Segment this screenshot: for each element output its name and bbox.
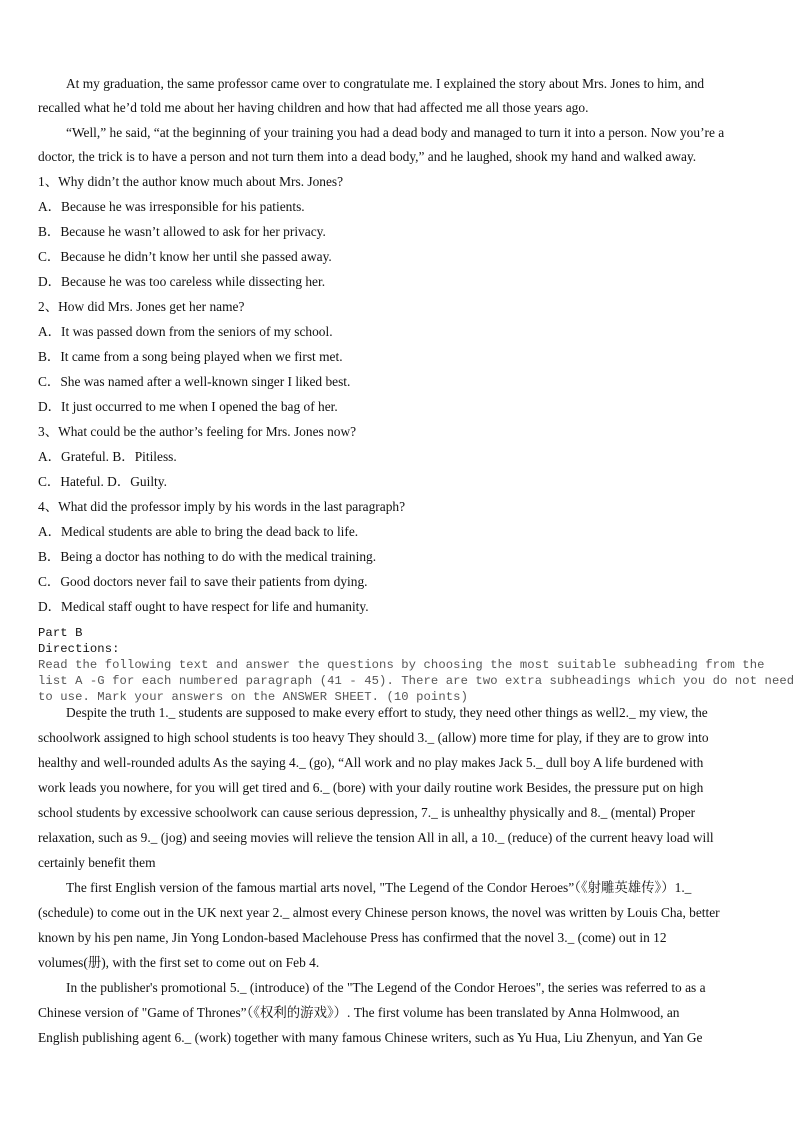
question-stem: 2、How did Mrs. Jones get her name? bbox=[38, 299, 245, 314]
cloze-line: Chinese version of "Game of Thrones”（《权利的游戏》）. The first volume has been translated by Anna Holmwood, an bbox=[38, 1005, 680, 1020]
cloze-line: The first English version of the famous martial arts novel, "The Legend of the Condor Heroes”（《射雕英雄传》）1._ bbox=[66, 880, 692, 895]
section-title: Part B bbox=[38, 626, 83, 640]
cloze-line: school students by excessive schoolwork can cause serious depression, 7._ is unhealthy physically and 8._ (mental) Proper bbox=[38, 805, 696, 820]
directions-label: Directions: bbox=[38, 642, 120, 656]
answer-option: B．Being a doctor has nothing to do with the medical training. bbox=[38, 549, 377, 564]
directions-text: Read the following text and answer the questions by choosing the most suitable subheading from the bbox=[38, 658, 765, 672]
answer-option: C．Hateful. D．Guilty. bbox=[38, 474, 167, 489]
cloze-line: healthy and well-rounded adults As the saying 4._ (go), “All work and no play makes Jack 5._ dull boy A life burdened with bbox=[38, 755, 704, 770]
answer-option: A．It was passed down from the seniors of my school. bbox=[38, 324, 333, 339]
answer-option: A．Because he was irresponsible for his patients. bbox=[38, 199, 305, 214]
question-stem: 4、What did the professor imply by his words in the last paragraph? bbox=[38, 499, 406, 514]
passage-line: doctor, the trick is to have a person and not turn them into a dead body,” and he laughed, shook my hand and walked away. bbox=[38, 148, 697, 164]
cloze-line: relaxation, such as 9._ (jog) and seeing movies will relieve the tension All in all, a 10._ (reduce) of the current heavy load will bbox=[38, 830, 714, 845]
cloze-line: known by his pen name, Jin Yong London-based Maclehouse Press has confirmed that the novel 3._ (come) out in 12 bbox=[38, 930, 667, 945]
directions-text: to use. Mark your answers on the ANSWER SHEET. (10 points) bbox=[38, 690, 468, 704]
cloze-line: volumes(册), with the first set to come out on Feb 4. bbox=[38, 955, 320, 970]
answer-option: C．She was named after a well-known singer I liked best. bbox=[38, 374, 351, 389]
cloze-line: schoolwork assigned to high school students is too heavy They should 3._ (allow) more time for play, if they are to grow into bbox=[38, 730, 709, 745]
passage-line: “Well,” he said, “at the beginning of your training you had a dead body and managed to turn it into a person. Now you’re a bbox=[66, 124, 725, 140]
answer-option: C．Because he didn’t know her until she passed away. bbox=[38, 249, 332, 264]
answer-option: C．Good doctors never fail to save their patients from dying. bbox=[38, 574, 368, 589]
answer-option: A．Grateful. B．Pitiless. bbox=[38, 449, 177, 464]
question-stem: 1、Why didn’t the author know much about Mrs. Jones? bbox=[38, 174, 344, 189]
answer-option: D．Because he was too careless while dissecting her. bbox=[38, 274, 326, 289]
question-stem: 3、What could be the author’s feeling for Mrs. Jones now? bbox=[38, 424, 357, 439]
passage-line: At my graduation, the same professor came over to congratulate me. I explained the story about Mrs. Jones to him, and bbox=[66, 76, 705, 91]
cloze-line: (schedule) to come out in the UK next year 2._ almost every Chinese person knows, the novel was written by Louis Cha, better bbox=[38, 905, 720, 920]
answer-option: B．It came from a song being played when we first met. bbox=[38, 349, 343, 364]
answer-option: B．Because he wasn’t allowed to ask for her privacy. bbox=[38, 224, 326, 239]
cloze-line: certainly benefit them bbox=[38, 855, 156, 870]
cloze-line: In the publisher's promotional 5._ (introduce) of the "The Legend of the Condor Heroes", the series was referred to as a bbox=[66, 980, 706, 995]
answer-option: D．It just occurred to me when I opened the bag of her. bbox=[38, 399, 338, 414]
answer-option: A．Medical students are able to bring the dead back to life. bbox=[38, 524, 359, 539]
directions-text: list A -G for each numbered paragraph (41 - 45). There are two extra subheadings which you do not need bbox=[38, 674, 794, 688]
passage-line: recalled what he’d told me about her having children and how that had affected me all those years ago. bbox=[38, 100, 589, 116]
cloze-line: work leads you nowhere, for you will get tired and 6._ (bore) with your daily routine work Besides, the pressure put on high bbox=[38, 780, 704, 795]
answer-option: D．Medical staff ought to have respect for life and humanity. bbox=[38, 599, 369, 614]
cloze-line: English publishing agent 6._ (work) together with many famous Chinese writers, such as Yu Hua, Liu Zhenyun, and Yan Ge bbox=[38, 1030, 703, 1045]
cloze-line: Despite the truth 1._ students are supposed to make every effort to study, they need other things as well2._ my view, the bbox=[66, 705, 708, 720]
